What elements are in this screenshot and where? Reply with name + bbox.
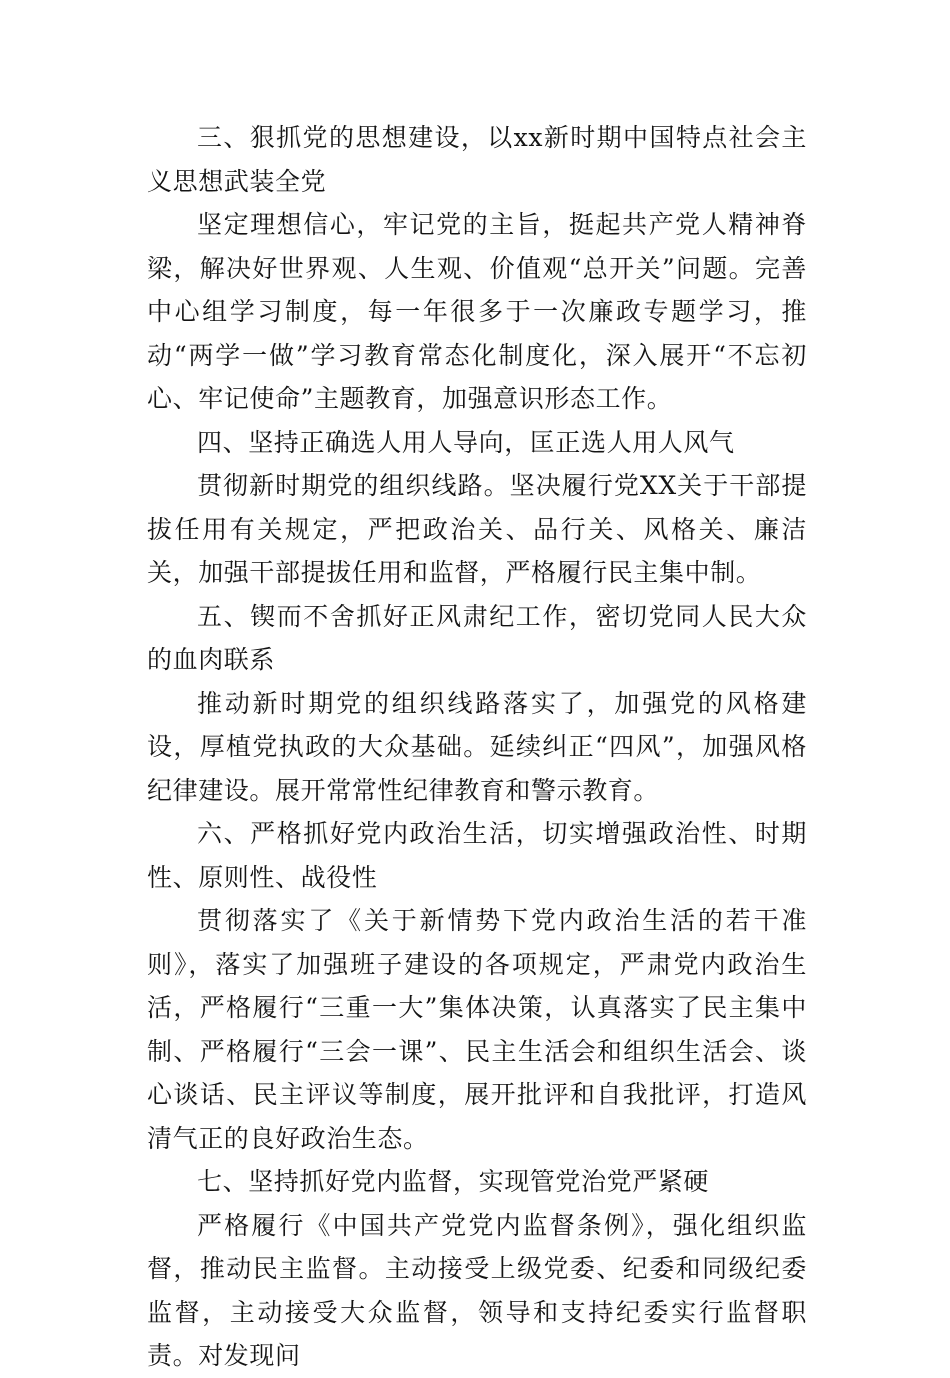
section-heading-4: 四、坚持正确选人用人导向，匡正选人用人风气 xyxy=(197,427,735,457)
body-paragraph: 推动新时期党的组织线路落实了，加强党的风格建设，厚植党执政的大众基础。延续纠正“四风”，加强风格纪律建设。展开常常性纪律教育和警示教育。 xyxy=(147,688,807,805)
section-heading-7: 七、坚持抓好党内监督，实现管党治党严紧硬 xyxy=(197,1167,710,1196)
body-paragraph: 贯彻新时期党的组织线路。坚决履行党XX关于干部提拔任用有关规定，严把政治关、品行关、风格关、廉洁关，加强干部提拔任用和监督，严格履行民主集中制。 xyxy=(147,471,807,587)
section-heading-6: 六、严格抓好党内政治生活，切实增强政治性、时期性、原则性、战役性 xyxy=(147,819,807,892)
section-heading-5: 五、锲而不舍抓好正风肃纪工作，密切党同人民大众的血肉联系 xyxy=(147,601,807,674)
section-heading-3: 三、狠抓党的思想建设，以xx新时期中国特点社会主义思想武装全党 xyxy=(147,123,807,196)
body-paragraph: 严格履行《中国共产党党内监督条例》，强化组织监督，推动民主监督。主动接受上级党委、纪委和同级纪委监督，主动接受大众监督，领导和支持纪委实行监督职责。对发现问 xyxy=(147,1210,807,1370)
body-paragraph: 贯彻落实了《关于新情势下党内政治生活的若干准则》，落实了加强班子建设的各项规定，严肃党内政治生活，严格履行“三重一大”集体决策，认真落实了民主集中制、严格履行“三会一课”、民主生活会和组织生活会、谈心谈话、民主评议等制度，展开批评和自我批评，打造风清气正的良好政治生态。 xyxy=(147,906,807,1153)
document-body xyxy=(147,116,807,1378)
body-paragraph: 坚定理想信心，牢记党的主旨，挺起共产党人精神脊梁，解决好世界观、人生观、价值观“总开关”问题。完善中心组学习制度，每一年很多于一次廉政专题学习，推动“两学一做”学习教育常态化制度化，深入展开“不忘初心、牢记使命”主题教育，加强意识形态工作。 xyxy=(147,210,807,413)
